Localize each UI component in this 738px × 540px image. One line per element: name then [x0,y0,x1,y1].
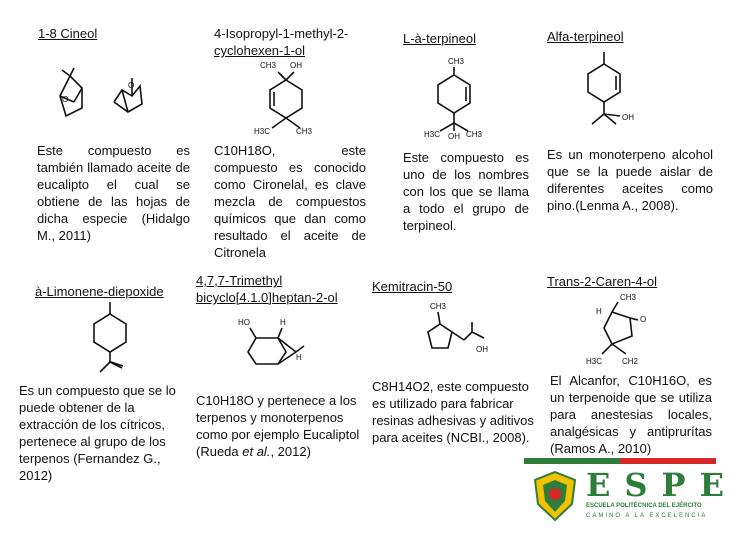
espe-subtitle: ESCUELA POLITÉCNICA DEL EJÉRCITO [586,503,702,509]
compound-desc-cyclohexenol: C10H18O, este compuesto es conocido como Cironelal, es clave mezcla de compuestos químicos que dan como resultado el aceite de Citronela [214,143,366,260]
bicycloheptanol-title-line1: 4,7,7-Trimethyl [196,273,283,288]
hydroxyl-label-2: HO [238,318,250,327]
limonene-diepoxide-structure [80,300,140,376]
compound-title-trans-caren-ol: Trans-2-Caren-4-ol [547,274,658,289]
compound-desc-trans-caren-ol: El Alcanfor, C10H16O, es un terpenoide que se utiliza para anestesias locales, analgésicas y antiprurítas (Ramos A., 2010) [550,373,712,456]
compound-title-kemitracin: Kemitracin-50 [372,279,453,294]
bicycloheptanol-title-line2: bicyclo[4.1.0]heptan-2-ol [196,290,338,305]
compound-title-limonene-diepoxide: à-Limonene-diepoxide [35,284,164,299]
compound-desc-cineol: Este compuesto es también llamado aceite de eucalipto el cual se obtiene de las hojas de dicha especie (Hidalgo M., 2011) [37,143,190,243]
compound-desc-limonene-diepoxide: Es un compuesto que se lo puede obtener de la extracción de los cítricos, pertenece al grupo de los terpenos (Fernandez G., 2012) [19,383,176,483]
methyl-label-5: CH3 [620,293,637,302]
methyl-label-6: H3C [586,357,603,366]
hydrogen-label-3: H [596,307,602,316]
compound-desc-trimethyl-bicycloheptanol [196,392,366,460]
cyclohexenol-title-line2: cyclohexen-1-ol [214,43,306,58]
compound-desc-l-terpineol: Este compuesto es uno de los nombres con los que se llama a todo el grupo de terpineol. [403,150,529,233]
hydroxyl-label-4: OH [622,113,634,122]
bicycloheptanol-desc-part2: , 2012) [270,444,311,459]
cineol-structure [52,68,152,126]
alfa-terpineol-structure [580,50,650,134]
methyl-label-3: CH3 [466,130,483,139]
oxygen-label-1: O [62,95,69,104]
hydroxyl-label-3: OH [448,132,460,141]
compound-title-cineol: 1-8 Cineol [38,26,98,41]
compound-title-l-terpineol: L-à-terpineol [403,31,476,46]
espe-tagline: CAMINO A LA EXCELENCIA [586,513,708,519]
methyl-label-2: CH3 [448,57,465,66]
kemitracin-structure [412,300,492,360]
oxygen-label-2: O [128,81,135,90]
bicycloheptanol-structure [226,316,308,372]
l-terpineol-structure [420,55,500,140]
methylene-label: CH2 [622,357,639,366]
espe-crest-icon [532,470,578,522]
methyl-label: CH3 [260,61,277,70]
compound-desc-alfa-terpineol: Es un monoterpeno alcohol que se la puede aislar de diferentes aceites como pino.(Lenma A., 2008). [547,147,713,213]
hydrogen-label-2: H [296,353,302,362]
cyclohexenol-title-line1: 4-Isopropyl-1-methyl-2- [214,26,349,41]
trans-caren-ol-structure [582,290,662,366]
compound-title-trimethyl-bicycloheptanol [196,272,366,306]
compound-title-cyclohexenol [214,25,374,59]
cyclohexenol-structure [252,58,322,138]
bicycloheptanol-desc-part1: C10H18O y pertenece a los terpenos y monoterpenos como por ejemplo Eucaliptol (Rueda [196,393,360,459]
hydroxyl-label: OH [290,61,302,70]
methyl-label-4: CH3 [430,302,447,311]
espe-logo [524,458,738,530]
oxygen-label-3: O [640,315,647,324]
acid-hydroxyl-label: OH [476,345,488,354]
isopropyl-right-label: CH3 [296,127,313,136]
espe-wordmark: ESPE [586,466,738,504]
gem-methyl-label: H3C [424,130,441,139]
hydrogen-label-1: H [280,318,286,327]
compound-title-alfa-terpineol: Alfa-terpineol [547,29,624,44]
bicycloheptanol-desc-etal: et al. [242,444,271,459]
logo-color-bar [524,458,716,464]
isopropyl-left-label: H3C [254,127,271,136]
compound-desc-kemitracin: C8H14O2, este compuesto es utilizado para fabricar resinas adhesivas y aditivos para aceites (NCBI., 2008). [372,379,534,445]
